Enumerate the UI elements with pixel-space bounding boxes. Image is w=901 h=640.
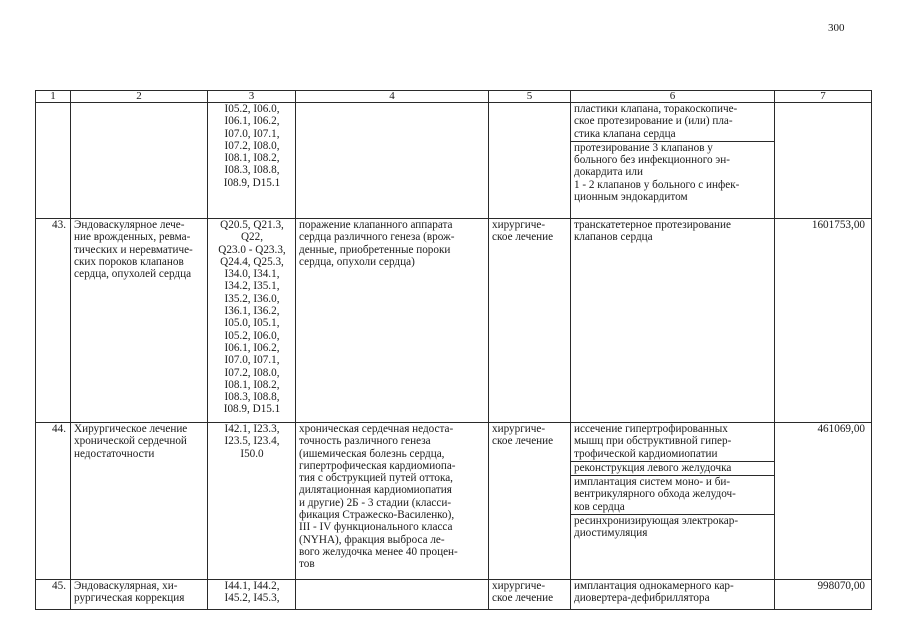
cost <box>775 103 872 219</box>
diagnosis <box>296 580 489 610</box>
method-item: ресинхронизирующая электрокар- диостимуляция <box>574 515 739 540</box>
method-item: имплантация однокамерного кар- диовертера-дефибриллятора <box>574 580 734 605</box>
table-row <box>36 219 872 423</box>
column-number-row <box>36 91 872 103</box>
care-type: Хирургическое лечение хронической сердечной недостаточности <box>71 423 208 580</box>
care-type <box>71 103 208 219</box>
treatment-methods <box>571 580 775 610</box>
cost: 998070,00 <box>775 580 872 610</box>
column-number: 4 <box>296 91 489 103</box>
row-number: 44. <box>36 423 71 580</box>
icd-codes: Q20.5, Q21.3, Q22, Q23.0 - Q23.3, Q24.4, Q25.3, I34.0, I34.1, I34.2, I35.1, I35.2, I36.0, I36.1, I36.2, I05.0, I05.1, I05.2, I06.0, I06.1, I06.2, I07.0, I07.1, I07.2, I08.0, I08.1, I08.2, I08.3, I08.8, I08.9, D15.1 <box>208 219 296 423</box>
table-row <box>36 103 872 219</box>
row-number: 43. <box>36 219 71 423</box>
treatment-methods <box>571 423 775 580</box>
method-item: имплантация систем моно- и би- вентрикулярного обхода желудоч- ков сердца <box>571 476 774 515</box>
column-number: 3 <box>208 91 296 103</box>
care-type: Эндоваскулярное лече- ние врожденных, ревма- тических и неревматиче- ских пороков клапанов сердца, опухолей сердца <box>71 219 208 423</box>
treatment-type: хирургиче- ское лечение <box>489 219 571 423</box>
services-table <box>35 90 872 610</box>
diagnosis: хроническая сердечная недоста- точность различного генеза (ишемическая болезнь сердца, гипертрофическая кардиомиопа- тия с обструкцией путей оттока, дилятационная кардиомиопатия и другие) 2Б - 3 стадии (класси- фикация Стражеско-Василенко), III - IV функционального класса (NYHA), фракция выброса ле- вого желудочка менее 40 процен- тов <box>296 423 489 580</box>
method-item: пластики клапана, торакоскопиче- ское протезирование и (или) пла- стика клапана сердца <box>571 103 774 142</box>
cost: 461069,00 <box>775 423 872 580</box>
treatment-type: хирургиче- ское лечение <box>489 580 571 610</box>
method-item: иссечение гипертрофированных мышц при обструктивной гипер- трофической кардиомиопатии <box>571 423 774 462</box>
icd-codes: I44.1, I44.2, I45.2, I45.3, <box>208 580 296 610</box>
care-type: Эндоваскулярная, хи- рургическая коррекция <box>71 580 208 610</box>
icd-codes: I05.2, I06.0, I06.1, I06.2, I07.0, I07.1, I07.2, I08.0, I08.1, I08.2, I08.3, I08.8, I08.9, D15.1 <box>208 103 296 219</box>
column-number: 6 <box>571 91 775 103</box>
cost: 1601753,00 <box>775 219 872 423</box>
column-number: 7 <box>775 91 872 103</box>
treatment-type <box>489 103 571 219</box>
diagnosis <box>296 103 489 219</box>
column-number: 1 <box>36 91 71 103</box>
table-row <box>36 423 872 580</box>
treatment-methods <box>571 219 775 423</box>
row-number: 45. <box>36 580 71 610</box>
method-item: транскатетерное протезирование клапанов сердца <box>574 219 731 244</box>
method-item: реконструкция левого желудочка <box>571 462 774 476</box>
page-number: 300 <box>828 22 845 34</box>
icd-codes: I42.1, I23.3, I23.5, I23.4, I50.0 <box>208 423 296 580</box>
row-number <box>36 103 71 219</box>
diagnosis: поражение клапанного аппарата сердца различного генеза (врож- денные, приобретенные пороки сердца, опухоли сердца) <box>296 219 489 423</box>
treatment-methods <box>571 103 775 219</box>
column-number: 2 <box>71 91 208 103</box>
table-row <box>36 580 872 610</box>
method-item: протезирование 3 клапанов у больного без инфекционного эн- докардита или 1 - 2 клапанов у больного с инфек- ционным эндокардитом <box>574 141 740 204</box>
column-number: 5 <box>489 91 571 103</box>
treatment-type: хирургиче- ское лечение <box>489 423 571 580</box>
